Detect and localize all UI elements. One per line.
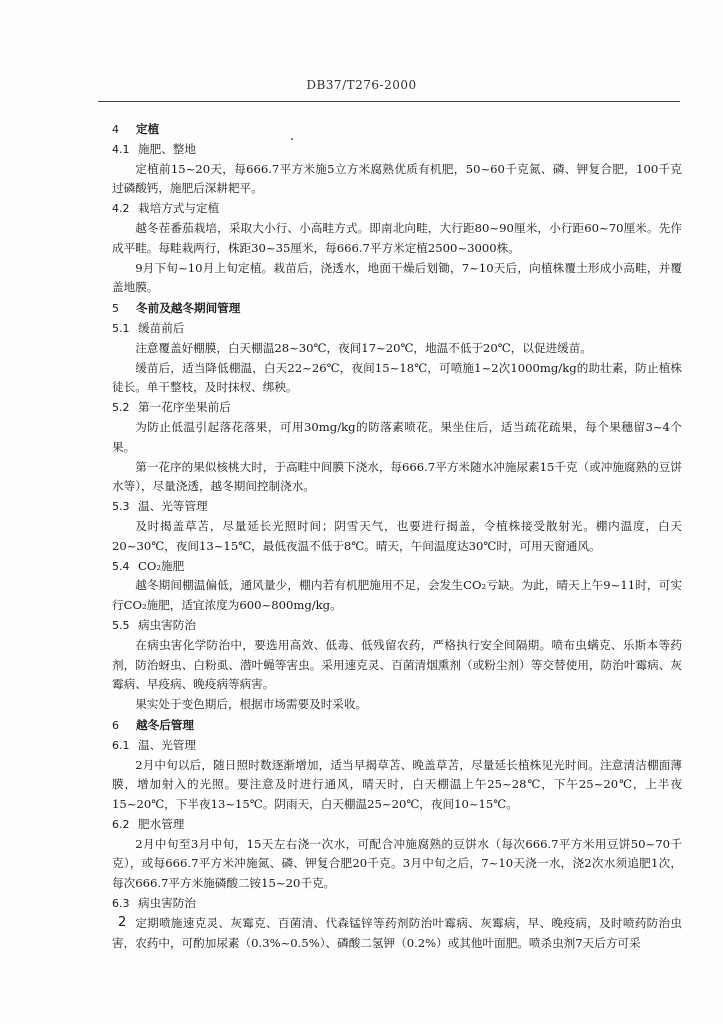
subsection-heading — [112, 140, 682, 160]
body-paragraph: 定植前15~20天，每666.7平方米施5立方米腐熟优质有机肥，50~60千克氮、磷、钾复合肥，100千克过磷酸钙，施肥后深耕耙平。 — [112, 161, 682, 196]
heading-number: 6.2 — [112, 817, 130, 831]
subsection-heading — [112, 199, 682, 219]
body-paragraph: 定期喷施速克灵、灰霉克、百菌清、代森锰锌等药剂防治叶霉病、灰霉病，早、晚疫病，及时喷药防治虫害，农药中，可酌加尿素（0.3%~0.5%）、磷酸二氢钾（0.2%）或其他叶面肥。喷杀虫剂7天后方可采 — [112, 915, 682, 950]
heading-title: 栽培方式与定植 — [138, 201, 220, 216]
heading-number: 4.2 — [112, 202, 130, 216]
heading-number: 5.4 — [112, 559, 130, 573]
heading-title: 定植 — [136, 122, 160, 136]
heading-title: 温、光等管理 — [138, 499, 208, 514]
document-body — [112, 119, 682, 953]
header-rule — [98, 101, 680, 102]
page-number: 2 — [118, 915, 127, 930]
heading-number: 5.1 — [112, 321, 130, 335]
body-paragraph: 及时揭盖草苫，尽量延长光照时间；阴雪天气，也要进行揭盖，令植株接受散射光。棚内温度，白天20~30℃，夜间13~15℃，最低夜温不低于8℃。晴天，午间温度达30℃时，可用天窗通风。 — [112, 518, 682, 553]
body-paragraph: 第一花序的果似核桃大时，于高畦中间膜下浇水，每666.7平方米随水冲施尿素15千克（或冲施腐熟的豆饼水等），尽量浇透，越冬期间控制浇水。 — [112, 459, 682, 494]
heading-title: 温、光管理 — [138, 737, 196, 752]
body-paragraph: 越冬茬番茄栽培，采取大小行、小高畦方式。即南北向畦，大行距80~90厘米，小行距60~70厘米。先作成平畦。每畦栽两行，株距30~35厘米，每666.7平方米定植2500~3000株。 — [112, 220, 682, 255]
heading-number: 5 — [112, 302, 119, 316]
body-paragraph: 在病虫害化学防治中，要选用高效、低毒、低残留农药，严格执行安全间隔期。喷布虫螨克、乐斯本等药剂，防治蚜虫、白粉虱、潜叶蝇等害虫。采用速克灵、百菌清烟熏剂（或粉尘剂）等交替使用，防治叶霉病、灰霉病、早疫病、晚疫病等病害。 — [112, 637, 682, 692]
body-paragraph: 注意覆盖好棚膜，白天棚温28~30℃，夜间17~20℃，地温不低于20℃，以促进缓苗。 — [135, 340, 592, 355]
body-paragraph: 2月中旬至3月中旬，15天左右浇一次水，可配合冲施腐熟的豆饼水（每次666.7平方米用豆饼50~70千克），或每666.7平方米冲施氮、磷、钾复合肥20千克。3月中旬之后，7~10天浇一水，浇2次水须追肥1次，每次666.7平方米施磷酸二铵15~20千克。 — [112, 836, 682, 891]
body-paragraph: 为防止低温引起落花落果，可用30mg/kg的防落素喷花。果坐住后，适当疏花疏果，每个果穗留3~4个果。 — [112, 419, 682, 454]
section-heading — [112, 120, 682, 140]
heading-title: 施肥、整地 — [138, 141, 196, 156]
heading-number: 6.3 — [112, 897, 130, 911]
subsection-heading — [112, 398, 682, 418]
section-heading — [112, 299, 682, 319]
heading-number: 4.1 — [112, 142, 130, 156]
heading-title: CO₂施肥 — [138, 558, 185, 573]
heading-title: 第一花序坐果前后 — [138, 400, 231, 415]
body-paragraph: 越冬期间棚温偏低，通风量少，棚内若有机肥施用不足，会发生CO₂亏缺。为此，晴天上午9~11时，可实行CO₂施肥，适宜浓度为600~800mg/kg。 — [112, 578, 682, 613]
body-paragraph: 缓苗后，适当降低棚温，白天22~26℃，夜间15~18℃，可喷施1~2次1000mg/kg的助壮素，防止植株徒长。单干整枝，及时抹杈、绑秧。 — [112, 360, 682, 395]
heading-title: 冬前及越冬期间管理 — [136, 301, 241, 316]
body-paragraph: 果实处于变色期后，根据市场需要及时采收。 — [135, 697, 368, 712]
subsection-heading — [112, 616, 682, 636]
standard-code-header: DB37/T276-2000 — [306, 78, 417, 92]
subsection-heading — [112, 736, 682, 756]
body-paragraph: 9月下旬~10月上旬定植。栽苗后，浇透水，地面干燥后划锄，7~10天后，向植株覆土形成小高畦，并覆盖地膜。 — [112, 260, 682, 295]
heading-title: 肥水管理 — [138, 816, 185, 831]
heading-title: 病虫害防治 — [138, 896, 196, 911]
heading-title: 越冬后管理 — [136, 717, 194, 732]
section-heading — [112, 716, 682, 736]
body-paragraph: 2月中旬以后，随日照时数逐渐增加，适当早揭草苫、晚盖草苫，尽量延长植株见光时间。注意清洁棚面薄膜，增加射入的光照。要注意及时进行通风，晴天时，白天棚温上午25~28℃，下午25~20℃，上半夜15~20℃，下半夜13~15℃。阴雨天，白天棚温25~20℃，夜间10~15℃。 — [112, 757, 682, 812]
heading-number: 4 — [112, 123, 119, 136]
subsection-heading — [112, 497, 682, 517]
subsection-heading — [112, 894, 682, 914]
heading-title: 病虫害防治 — [138, 617, 196, 632]
subsection-heading — [112, 319, 682, 339]
heading-number: 5.2 — [112, 401, 130, 415]
heading-number: 6.1 — [112, 738, 130, 752]
subsection-heading — [112, 557, 682, 577]
heading-number: 6 — [112, 718, 119, 732]
heading-number: 5.3 — [112, 500, 130, 514]
subsection-heading — [112, 815, 682, 835]
heading-title: 缓苗前后 — [138, 320, 185, 335]
heading-number: 5.5 — [112, 618, 130, 632]
